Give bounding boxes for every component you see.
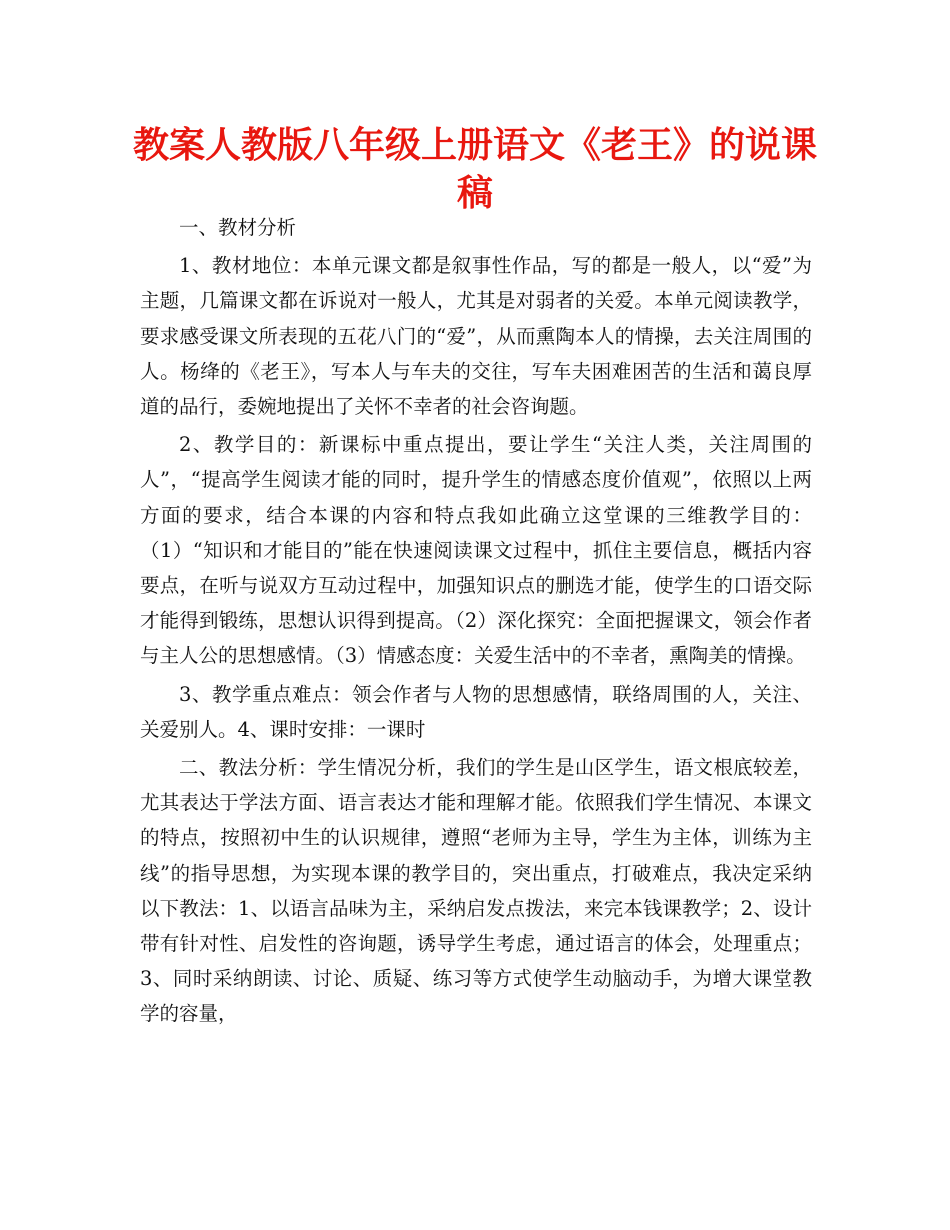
paragraph-key-difficulties: 3、教学重点难点：领会作者与人物的思想感情，联络周围的人，关注、关爱别人。4、课时安排：一课时 <box>140 682 812 741</box>
paragraph-teaching-goals: 2、教学目的：新课标中重点提出，要让学生“关注人类，关注周围的人”，“提高学生阅读才能的同时，提升学生的情感态度价值观”，依照以上两方面的要求，结合本课的内容和特点我如此确立这堂课的三维教学目的：（1）“知识和才能目的”能在快速阅读课文过程中，抓住主要信息，概括内容要点，在听与说双方互动过程中，加强知识点的删选才能，使学生的口语交际才能得到锻练，思想认识得到提高。（2）深化探究：全面把握课文，领会作者与主人公的思想感情。（3）情感态度：关爱生活中的不幸者，熏陶美的情操。 <box>140 433 812 668</box>
paragraph-material-position: 1、教材地位：本单元课文都是叙事性作品，写的都是一般人，以“爱”为主题，几篇课文都在诉说对一般人，尤其是对弱者的关爱。本单元阅读教学，要求感受课文所表现的五花八门的“爱”，从而熏陶本人的情操，去关注周围的人。杨绛的《老王》，写本人与车夫的交往，写车夫困难困苦的生活和蔼良厚道的品行，委婉地提出了关怀不幸者的社会咨询题。 <box>140 254 812 419</box>
paragraph-teaching-method: 二、教法分析：学生情况分析，我们的学生是山区学生，语文根底较差，尤其表达于学法方面、语言表达才能和理解才能。依照我们学生情况、本课文的特点，按照初中生的认识规律，遵照“老师为主导，学生为主体，训练为主线”的指导思想，为实现本课的教学目的，突出重点，打破难点，我决定采纳以下教法：1、以语言品味为主，采纳启发点拨法，来完本钱课教学；2、设计带有针对性、启发性的咨询题，诱导学生考虑，通过语言的体会，处理重点；3、同时采纳朗读、讨论、质疑、练习等方式使学生动脑动手，为增大课堂教学的容量， <box>140 756 812 1026</box>
section-heading-teaching-material: 一、教材分析 <box>179 216 297 239</box>
document-body <box>140 210 812 1035</box>
document-title: 教案人教版八年级上册语文《老王》的说课稿 <box>132 125 817 214</box>
